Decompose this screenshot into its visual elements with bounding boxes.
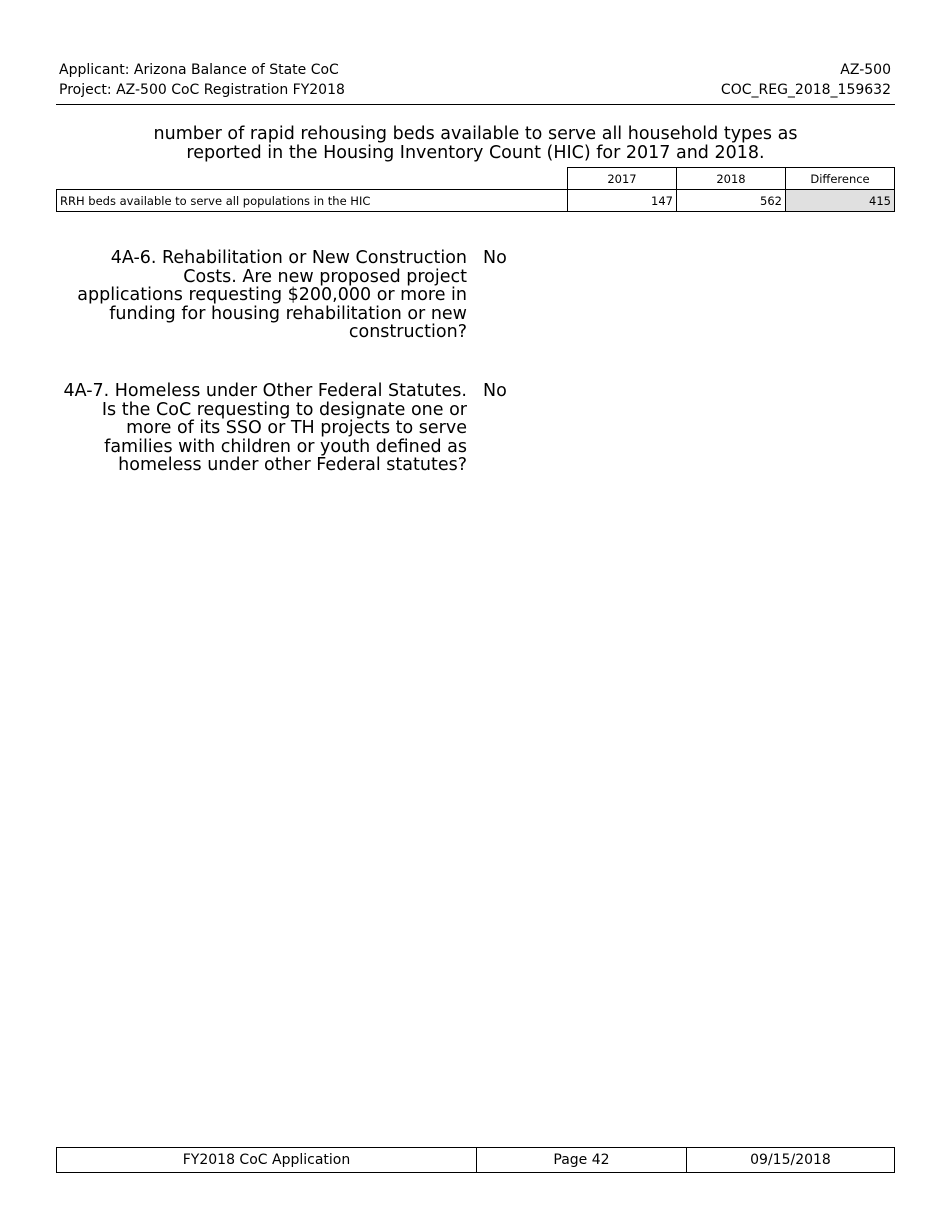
page-header-right bbox=[721, 60, 891, 100]
footer-page-number: Page 42 bbox=[477, 1148, 687, 1172]
value-2017: 147 bbox=[568, 190, 677, 212]
question-4a-6-text bbox=[56, 249, 467, 342]
question-line: homeless under other Federal statutes? bbox=[118, 455, 467, 475]
question-4a-6-answer: No bbox=[483, 248, 507, 268]
question-line: Costs. Are new proposed project bbox=[183, 266, 467, 287]
question-4a-7-text bbox=[56, 382, 467, 475]
project-line: Project: AZ-500 CoC Registration FY2018 bbox=[59, 82, 345, 98]
question-line: Is the CoC requesting to designate one or bbox=[101, 399, 467, 420]
question-line: applications requesting $200,000 or more in bbox=[77, 285, 467, 305]
table-row bbox=[57, 190, 895, 212]
question-line: construction? bbox=[348, 322, 467, 342]
row-label: RRH beds available to serve all populations in the HIC bbox=[57, 190, 568, 212]
table-corner-cell bbox=[57, 168, 568, 190]
footer-date: 09/15/2018 bbox=[750, 1152, 831, 1168]
applicant-line: Applicant: Arizona Balance of State CoC bbox=[59, 62, 339, 78]
coc-code: AZ-500 bbox=[840, 62, 891, 78]
value-difference: 415 bbox=[786, 190, 895, 212]
question-4a-7-answer: No bbox=[483, 381, 507, 401]
page-header-left bbox=[59, 60, 345, 100]
rrh-beds-table bbox=[56, 167, 895, 212]
intro-line-1: number of rapid rehousing beds available to serve all household types as bbox=[153, 124, 798, 144]
question-line: 4A-6. Rehabilitation or New Construction bbox=[110, 248, 467, 268]
column-header-2018: 2018 bbox=[677, 168, 786, 190]
question-intro-text bbox=[56, 125, 895, 163]
page-footer bbox=[56, 1147, 895, 1173]
registration-id: COC_REG_2018_159632 bbox=[720, 82, 891, 98]
value-2018: 562 bbox=[677, 190, 786, 212]
intro-line-2: reported in the Housing Inventory Count (HIC) for 2017 and 2018. bbox=[186, 143, 765, 163]
table-header-row bbox=[57, 168, 895, 190]
footer-application-name: FY2018 CoC Application bbox=[57, 1148, 477, 1172]
header-divider bbox=[56, 104, 895, 105]
question-line: families with children or youth defined as bbox=[104, 436, 467, 457]
question-line: funding for housing rehabilitation or new bbox=[109, 303, 467, 324]
question-line: more of its SSO or TH projects to serve bbox=[126, 418, 467, 438]
column-header-2017: 2017 bbox=[568, 168, 677, 190]
column-header-difference: Difference bbox=[786, 168, 895, 190]
question-line: 4A-7. Homeless under Other Federal Statutes. bbox=[63, 381, 467, 401]
